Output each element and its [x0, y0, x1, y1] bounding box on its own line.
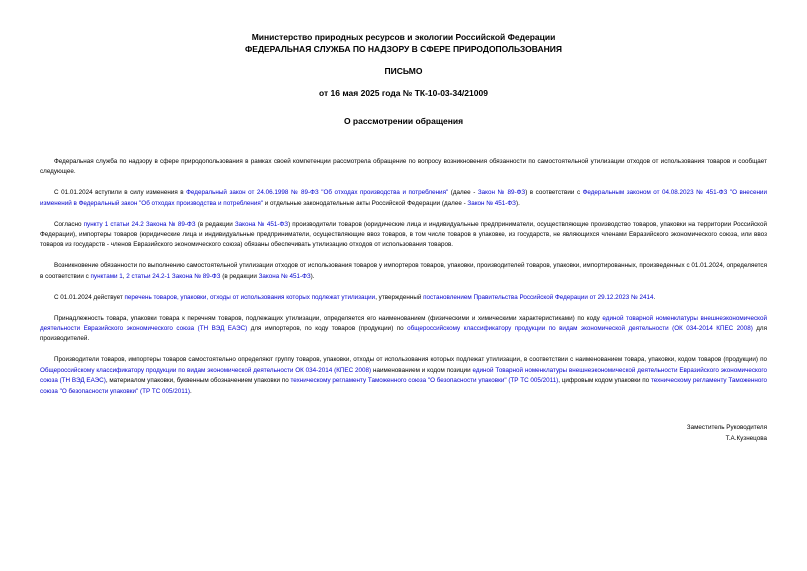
paragraph-7: Производители товаров, импортеры товаров самостоятельно определяют группу товаров, упаковки, отходы от использования которых подлежат утилизации, в соответствии с наименованием товара, упаковки, кодом товаров (продукции) по Общероссийскому классификатору продукции по видам экономической деятельности ОК 034-2014 (КПЕС 2008) наименованием и кодом позиции единой Товарной номенклатуры внешнеэкономической деятельности Евразийского экономического союза (ТН ВЭД ЕАЭС), материалом упаковки, буквенным обозначением упаковки по техническому регламенту Таможенного союза "О безопасности упаковки" (ТР ТС 005/2011), цифровым кодом упаковки по техническому регламенту Таможенного союза "О безопасности упаковки" (ТР ТС 005/2011). — [40, 356, 767, 395]
paragraph-6: Принадлежность товара, упаковки товара к перечням товаров, подлежащих утилизации, определяется его наименованием (физическими и химическими характеристиками) по коду единой товарной номенклатуры внешнеэкономической деятельности Евразийского экономического союза (ТН ВЭД ЕАЭС) для импортеров, по коду товаров (продукции) по общероссийскому классификатору продукции по видам экономической деятельности (ОК 034-2014 КПЕС 2008) для производителей. — [40, 314, 768, 343]
link-okpd-classifier[interactable]: общероссийскому классификатору продукции по видам экономической деятельности (ОК 034-2014 КПЕС 2008) — [407, 324, 753, 332]
link-goods-list[interactable]: перечень товаров, упаковки, отходы от использования которых подлежат утилизации — [124, 293, 376, 301]
link-government-resolution[interactable]: постановлением Правительства Российской Федерации от 29.12.2023 № 2414 — [423, 293, 654, 301]
link-law-451fz-short[interactable]: Закона № 451-ФЗ — [234, 220, 289, 228]
document-type: ПИСЬМО — [384, 66, 423, 76]
link-article-24-2-1[interactable]: 2 статьи 24.2-1 Закона № 89-ФЗ — [126, 272, 221, 280]
link-tr-ts-005[interactable]: техническому регламенту Таможенного союза "О безопасности упаковки" (ТР ТС 005/2011) — [40, 377, 767, 395]
link-law-89fz-short[interactable]: Закон № 89-ФЗ — [477, 189, 526, 197]
link-law-451fz-short[interactable]: Закона № 451-ФЗ — [258, 272, 311, 280]
link-law-451fz-short[interactable]: Закон № 451-ФЗ — [467, 199, 516, 207]
link-article-24-2[interactable]: пункту 1 статьи 24.2 Закона № 89-ФЗ — [83, 220, 196, 228]
paragraph-5: С 01.01.2024 действует перечень товаров, упаковки, отходы от использования которых подлежат утилизации, утвержденный постановлением Правительства Российской Федерации от 29.12.2023 № 2414. — [54, 293, 656, 301]
paragraph-1: Федеральная служба по надзору в сфере природопользования в рамках своей компетенции рассмотрела обращение по вопросу возникновения обязанности по самостоятельной утилизации отходов от использования товаров и сообщает следующее. — [40, 158, 767, 176]
link-law-89fz[interactable]: Федеральный закон от 24.06.1998 № 89-ФЗ "Об отходах производства и потребления" — [186, 189, 449, 197]
paragraph-3: Согласно пункту 1 статьи 24.2 Закона № 89-ФЗ (в редакции Закона № 451-ФЗ) производители товаров (юридические лица и индивидуальные предприниматели, осуществляющие производство товаров, упаковки на территории Российской Федерации), импортеры товаров (юридические лица и индивидуальные предприниматели, осуществляющие ввоз товаров, в том числе товаров в упаковке, из государств, не являющихся членами Евразийского экономического союза, или ввоз товаров из государств - членов Евразийского экономического союза) обязаны обеспечивать утилизацию отходов от использования товаров. — [40, 220, 767, 249]
paragraph-2: С 01.01.2024 вступили в силу изменения в Федеральный закон от 24.06.1998 № 89-ФЗ "Об отходах производства и потребления" (далее - Закон № 89-ФЗ) в соответствии с Федеральным законом от 04.08.2023 № 451-ФЗ "О внесении изменений в Федеральный закон "Об отходах производства и потребления" и отдельные законодательные акты Российской Федерации (далее - Закон № 451-ФЗ). — [40, 189, 767, 207]
link-points-1[interactable]: пунктами 1 — [90, 272, 123, 280]
link-tn-ved[interactable]: единой товарной номенклатуры внешнеэкономической деятельности Евразийского экономического союза (ТН ВЭД ЕАЭС) — [40, 314, 767, 332]
letter-header — [0, 31, 807, 55]
link-tn-ved[interactable]: единой Товарной номенклатуры внешнеэкономической деятельности Евразийского экономического союза (ТН ВЭД ЕАЭС) — [40, 366, 767, 385]
service-name: ФЕДЕРАЛЬНАЯ СЛУЖБА ПО НАДЗОРУ В СФЕРЕ ПРИРОДОПОЛЬЗОВАНИЯ — [245, 44, 562, 54]
document-subject: О рассмотрении обращения — [343, 116, 464, 126]
link-law-451fz[interactable]: Федеральным законом от 04.08.2023 № 451-ФЗ "О внесении изменений в Федеральный закон "Об отходах производства и потребления" — [40, 189, 767, 207]
link-tr-ts-005[interactable]: техническому регламенту Таможенного союза "О безопасности упаковки" (ТР ТС 005/2011) — [290, 377, 559, 385]
letter-body — [40, 157, 767, 407]
signatory-name: Т.А.Кузнецова — [725, 434, 767, 442]
link-okpd-classifier[interactable]: Общероссийскому классификатору продукции по видам экономической деятельности ОК 034-2014 (КПЕС 2008) — [40, 366, 372, 374]
ministry-name: Министерство природных ресурсов и экологии Российской Федерации — [251, 32, 556, 42]
signatory-position: Заместитель Руководителя — [686, 424, 767, 431]
document-date-number: от 16 мая 2025 года № ТК-10-03-34/21009 — [319, 88, 488, 98]
paragraph-4: Возникновение обязанности по выполнению самостоятельной утилизации отходов от использования товаров у импортеров товаров, упаковки, производителей товаров, упаковки, импортированных, произведенных с 01.01.2024, определяется в соответствии с пунктами 1, 2 статьи 24.2-1 Закона № 89-ФЗ (в редакции Закона № 451-ФЗ). — [40, 262, 767, 280]
signature-block — [687, 423, 767, 444]
